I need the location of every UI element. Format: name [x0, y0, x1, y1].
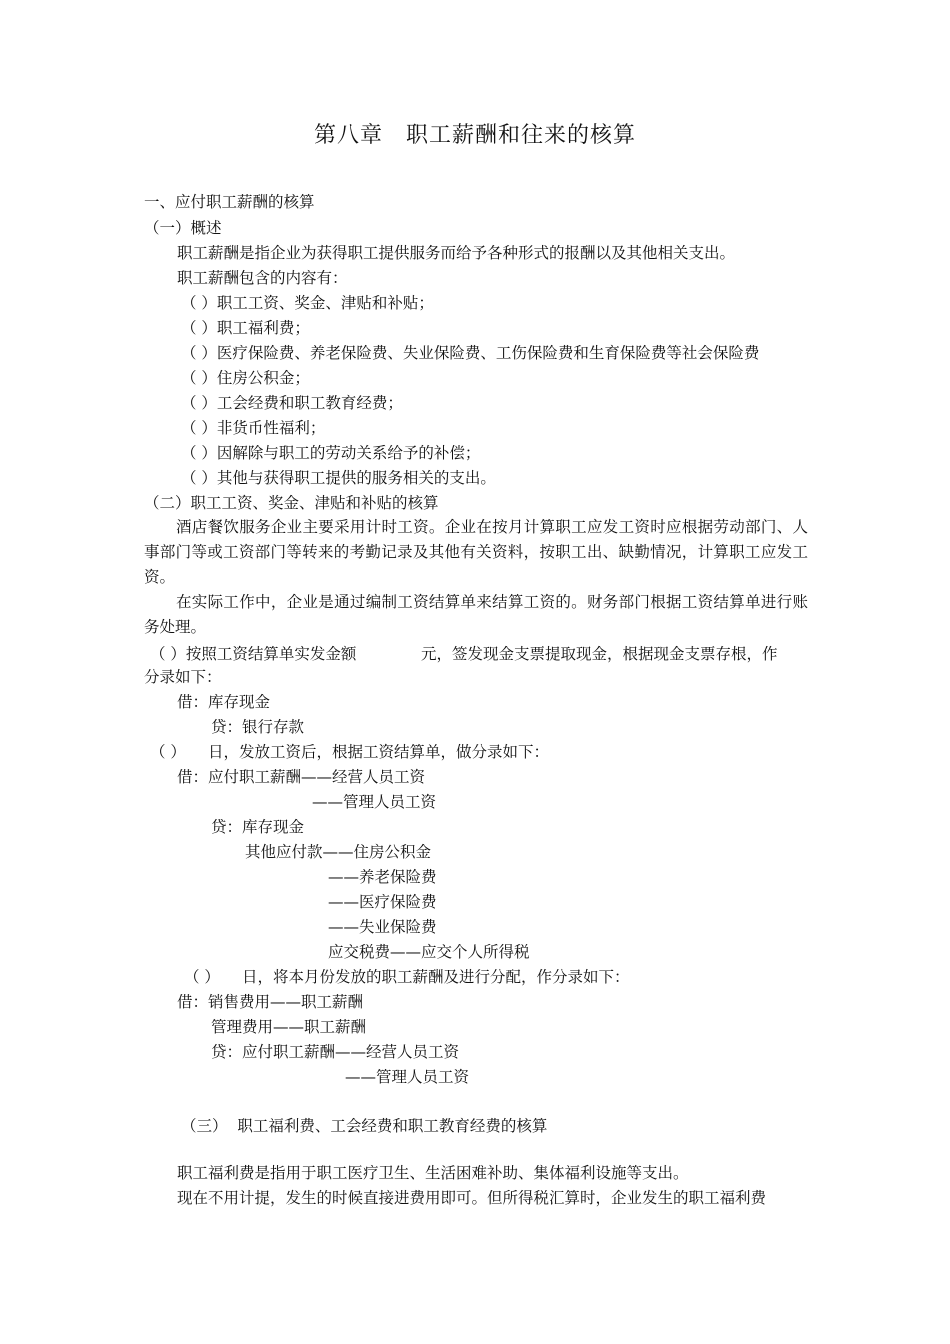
- definition-text: 职工薪酬是指企业为获得职工提供服务而给予各种形式的报酬以及其他相关支出。: [177, 244, 736, 262]
- list-item: （ ）其他与获得职工提供的服务相关的支出。: [181, 469, 496, 487]
- subsection-heading-wages: （二）职工工资、奖金、津贴和补贴的核算: [144, 494, 439, 512]
- journal-debit-sub: ——管理人员工资: [312, 793, 437, 811]
- paragraph-time-wages: 酒店餐饮服务企业主要采用计时工资。企业在按月计算职工应发工资时应根据劳动部门、人事部门等或工资部门等转来的考勤记录及其他有关资料，按职工出、缺勤情况，计算职工应发工资。: [144, 518, 808, 586]
- journal-debit: 借：销售费用——职工薪酬: [177, 993, 364, 1011]
- welfare-text: 职工福利费是指用于职工医疗卫生、生活困难补助、集体福利设施等支出。: [177, 1164, 689, 1182]
- list-item: （ ）住房公积金；: [181, 369, 310, 387]
- journal-debit: 借：库存现金: [177, 693, 271, 711]
- journal-credit-sub: ——养老保险费: [328, 868, 437, 886]
- journal-credit-sub: ——医疗保险费: [328, 893, 437, 911]
- journal-credit-sub: ——管理人员工资: [345, 1068, 470, 1086]
- step-1-text-end: 分录如下：: [144, 668, 222, 686]
- step-3-marker: （ ）: [184, 968, 220, 986]
- journal-credit: 应交税费——应交个人所得税: [328, 943, 530, 961]
- step-3-text: 日，将本月份发放的职工薪酬及进行分配，作分录如下：: [242, 968, 630, 986]
- list-item: （ ）非货币性福利；: [181, 419, 326, 437]
- section-heading-1: 一、应付职工薪酬的核算: [144, 193, 315, 211]
- list-item: （ ）工会经费和职工教育经费；: [181, 394, 403, 412]
- step-1-text: （ ）按照工资结算单实发金额: [150, 645, 357, 663]
- subsection-heading-welfare: （三） 职工福利费、工会经费和职工教育经费的核算: [181, 1117, 548, 1135]
- journal-credit: 贷：库存现金: [211, 818, 305, 836]
- step-1-text-cont: 元，签发现金支票提取现金，根据现金支票存根，作: [421, 645, 778, 663]
- list-item: （ ）医疗保险费、养老保险费、失业保险费、工伤保险费和生育保险费等社会保险费: [181, 344, 760, 362]
- journal-credit: 贷：银行存款: [211, 718, 305, 736]
- journal-debit: 借：应付职工薪酬——经营人员工资: [177, 768, 426, 786]
- paragraph-payroll-sheet: 在实际工作中，企业是通过编制工资结算单来结算工资的。财务部门根据工资结算单进行账务处理。: [144, 593, 808, 636]
- journal-credit: 贷：应付职工薪酬——经营人员工资: [211, 1043, 460, 1061]
- content-intro: 职工薪酬包含的内容有：: [177, 269, 348, 287]
- list-item: （ ）职工福利费；: [181, 319, 310, 337]
- list-item: （ ）职工工资、奖金、津贴和补贴；: [181, 294, 434, 312]
- list-item: （ ）因解除与职工的劳动关系给予的补偿；: [181, 444, 481, 462]
- journal-debit: 管理费用——职工薪酬: [211, 1018, 367, 1036]
- step-2-text: 日，发放工资后，根据工资结算单，做分录如下：: [208, 743, 550, 761]
- chapter-title: 第八章 职工薪酬和往来的核算: [313, 123, 636, 148]
- journal-credit-sub: ——失业保险费: [328, 918, 437, 936]
- welfare-text: 现在不用计提，发生的时候直接进费用即可。但所得税汇算时，企业发生的职工福利费: [177, 1189, 767, 1207]
- step-2-marker: （ ）: [150, 743, 186, 761]
- journal-credit: 其他应付款——住房公积金: [245, 843, 432, 861]
- subsection-heading-overview: （一）概述: [144, 219, 222, 237]
